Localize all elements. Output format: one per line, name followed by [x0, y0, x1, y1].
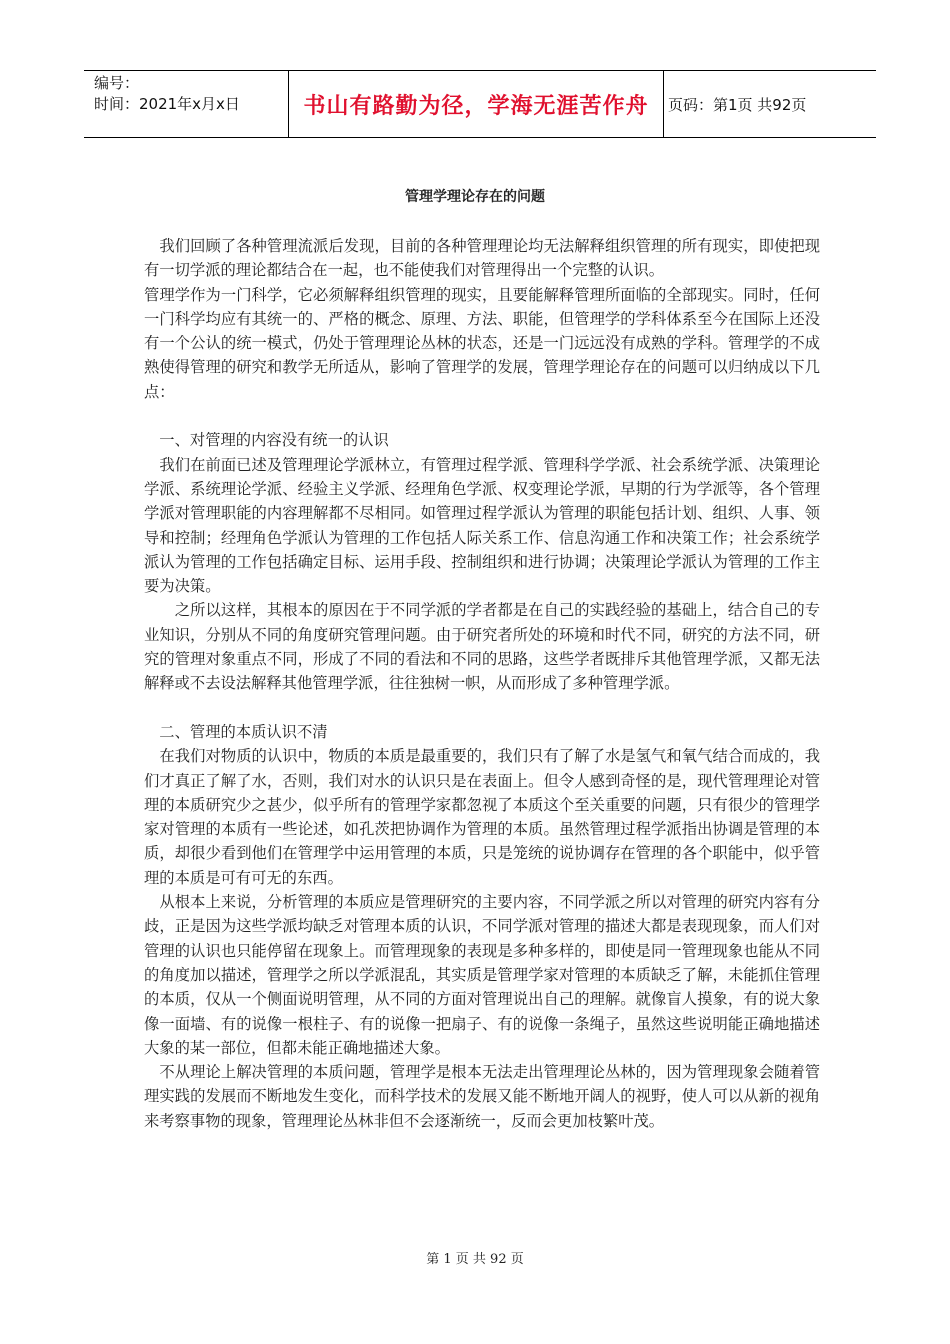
document-title: 管理学理论存在的问题 [405, 189, 545, 205]
header-meta [94, 73, 284, 115]
section-heading: 二、管理的本质认识不清 [144, 722, 328, 741]
body-paragraph: 在我们对物质的认识中，物质的本质是最重要的，我们只有了解了水是氢气和氧气结合而成的，我们才真正了解了水，否则，我们对水的认识只是在表面上。但令人感到奇怪的是，现代管理理论对管理的本质研究少之甚少，似乎所有的管理学家都忽视了本质这个至关重要的问题，只有很少的管理学家对管理的本质有一些论述，如孔茨把协调作为管理的本质。虽然管理过程学派指出协调是管理的本质，却很少看到他们在管理学中运用管理的本质，只是笼统的说协调存在管理的各个职能中，似乎管理的本质是可有可无的东西。 [144, 747, 820, 887]
page-footer: 第 1 页 共 92 页 [426, 1252, 524, 1267]
body-paragraph: 我们回顾了各种管理流派后发现，目前的各种管理理论均无法解释组织管理的所有现实，即使把现有一切学派的理论都结合在一起，也不能使我们对管理得出一个完整的认识。 [144, 237, 820, 280]
body-paragraph: 从根本上来说，分析管理的本质应是管理研究的主要内容，不同学派之所以对管理的研究内容有分歧，正是因为这些学派均缺乏对管理本质的认识，不同学派对管理的描述大都是表现现象，而人们对管理的认识也只能停留在现象上。而管理现象的表现是多种多样的，即使是同一管理现象也能从不同的角度加以描述，管理学之所以学派混乱，其实质是管理学家对管理的本质缺乏了解，未能抓住管理的本质，仅从一个侧面说明管理，从不同的方面对管理说出自己的理解。就像盲人摸象，有的说大象像一面墙、有的说像一根柱子、有的说像一把扇子、有的说像一条绳子，虽然这些说明能正确地描述大象的某一部位，但都未能正确地描述大象。 [144, 893, 820, 1057]
section-heading: 一、对管理的内容没有统一的认识 [144, 431, 389, 450]
body-paragraph: 管理学作为一门科学，它必须解释组织管理的现实，且要能解释管理所面临的全部现实。同时，任何一门科学均应有其统一的、严格的概念、原理、方法、职能，但管理学的学科体系至今在国际上还没有一个公认的统一模式，仍处于管理理论丛林的状态，还是一门远远没有成熟的学科。管理学的不成熟使得管理的研究和教学无所适从，影响了管理学的发展，管理学理论存在的问题可以归纳成以下几点： [144, 285, 820, 401]
header-motto: 书山有路勤为径，学海无涯苦作舟 [303, 93, 649, 119]
body-paragraph: 之所以这样，其根本的原因在于不同学派的学者都是在自己的实践经验的基础上，结合自己的专业知识，分别从不同的角度研究管理问题。由于研究者所处的环境和时代不同，研究的方法不同，研究的管理对象重点不同，形成了不同的看法和不同的思路，这些学者既排斥其他管理学派，又都无法解释或不去设法解释其他管理学派，往往独树一帜，从而形成了多种管理学派。 [144, 601, 820, 693]
header-page-label: 页码：第1页 共92页 [668, 95, 807, 114]
document-body [144, 234, 820, 1133]
body-paragraph: 我们在前面已述及管理理论学派林立，有管理过程学派、管理科学学派、社会系统学派、决策理论学派、系统理论学派、经验主义学派、经理角色学派、权变理论学派，早期的行为学派等，各个管理学派对管理职能的内容理解都不尽相同。如管理过程学派认为管理的职能包括计划、组织、人事、领导和控制；经理角色学派认为管理的工作包括人际关系工作、信息沟通工作和决策工作；社会系统学派认为管理的工作包括确定目标、运用手段、控制组织和进行协调；决策理论学派认为管理的工作主要为决策。 [144, 455, 820, 596]
document-number-label: 编号： [94, 74, 140, 92]
header-motto-cell [288, 71, 664, 137]
document-time-label: 时间：2021年x月x日 [94, 95, 240, 113]
body-paragraph: 不从理论上解决管理的本质问题，管理学是根本无法走出管理理论丛林的，因为管理现象会随着管理实践的发展而不断地发生变化，而科学技术的发展又能不断地开阔人的视野，使人可以从新的视角来考察事物的现象，管理理论丛林非但不会逐渐统一，反而会更加枝繁叶茂。 [144, 1063, 820, 1130]
page-header [84, 70, 876, 138]
